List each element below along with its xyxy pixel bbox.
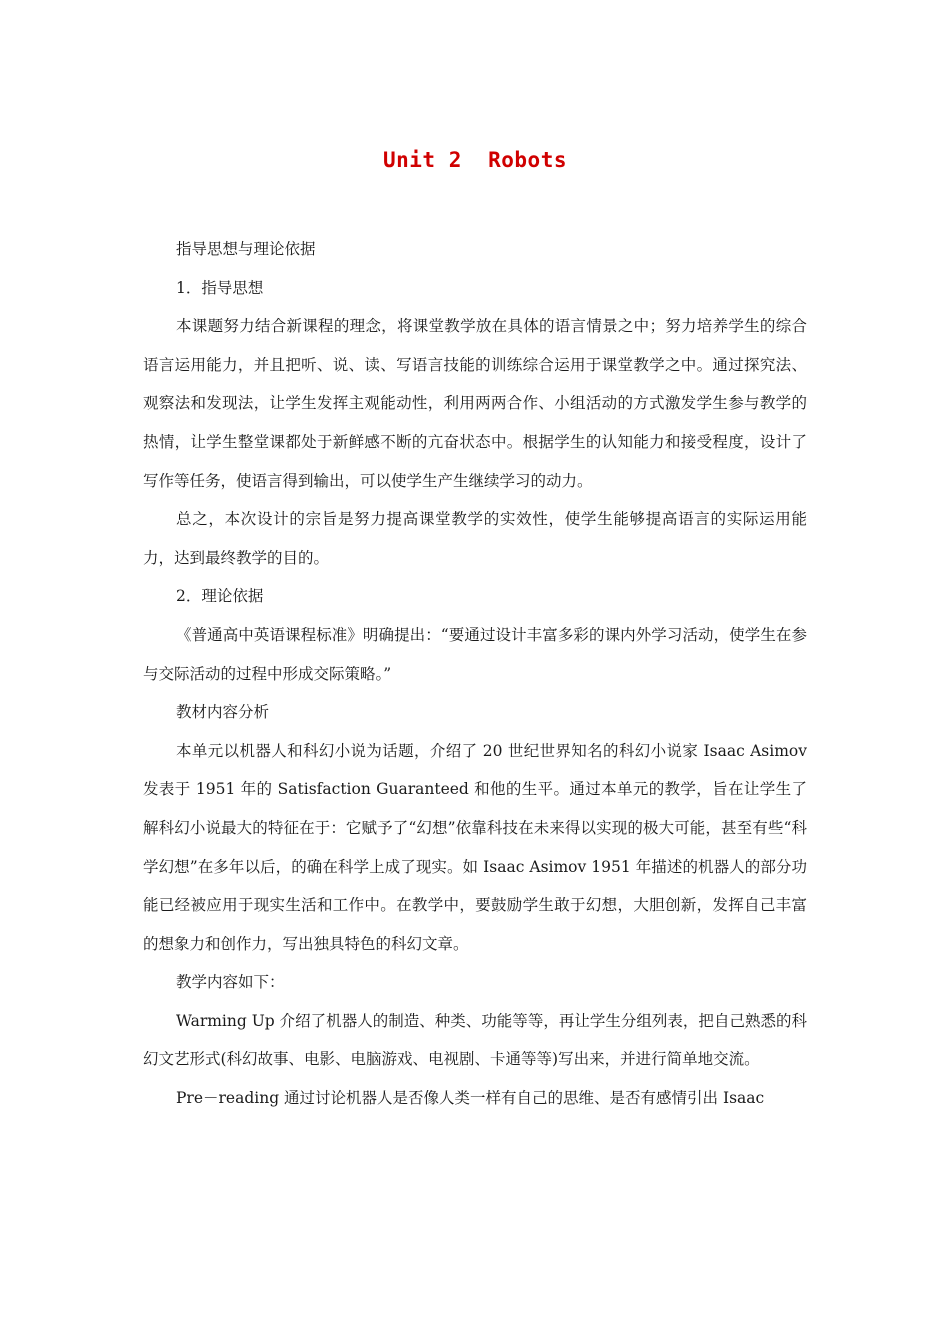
page-title: Unit 2 Robots [382, 148, 567, 172]
body-paragraph: 教学内容如下： [176, 973, 285, 992]
subsection-heading: 1．指导思想 [176, 278, 264, 297]
body-paragraph: Pre－reading 通过讨论机器人是否像人类一样有自己的思维、是否有感情引出 Isaac [176, 1089, 765, 1108]
body-paragraph: 本课题努力结合新课程的理念，将课堂教学放在具体的语言情景之中；努力培养学生的综合语言运用能力，并且把听、说、读、写语言技能的训练综合运用于课堂教学之中。通过探究法、观察法和发现法，让学生发挥主观能动性，利用两两合作、小组活动的方式激发学生参与教学的热情，让学生整堂课都处于新鲜感不断的亢奋状态中。根据学生的认知能力和接受程度，设计了写作等任务，使语言得到输出，可以使学生产生继续学习的动力。 [143, 317, 807, 490]
subsection-heading: 2．理论依据 [176, 587, 264, 606]
section-heading: 指导思想与理论依据 [176, 240, 316, 258]
body-paragraph: 总之，本次设计的宗旨是努力提高课堂教学的实效性，使学生能够提高语言的实际运用能力，达到最终教学的目的。 [143, 510, 807, 567]
section-heading: 教材内容分析 [176, 703, 270, 722]
document-body [143, 230, 807, 1118]
body-paragraph: Warming Up 介绍了机器人的制造、种类、功能等等，再让学生分组列表，把自己熟悉的科幻文艺形式(科幻故事、电影、电脑游戏、电视剧、卡通等等)写出来，并进行简单地交流。 [143, 1011, 807, 1069]
body-paragraph: 《普通高中英语课程标准》明确提出：“要通过设计丰富多彩的课内外学习活动，使学生在参与交际活动的过程中形成交际策略。” [143, 625, 807, 683]
body-paragraph: 本单元以机器人和科幻小说为话题，介绍了 20 世纪世界知名的科幻小说家 Isaac Asimov 发表于 1951 年的 Satisfaction Guaranteed 和他的生平。通过本单元的教学，旨在让学生了解科幻小说最大的特征在于：它赋予了“幻想”依靠科技在未来得以实现的极大可能，甚至有些“科学幻想”在多年以后，的确在科学上成了现实。如 Isaac Asimov 1951 年描述的机器人的部分功能已经被应用于现实生活和工作中。在教学中，要鼓励学生敢于幻想，大胆创新，发挥自己丰富的想象力和创作力，写出独具特色的科幻文章。 [143, 741, 807, 953]
